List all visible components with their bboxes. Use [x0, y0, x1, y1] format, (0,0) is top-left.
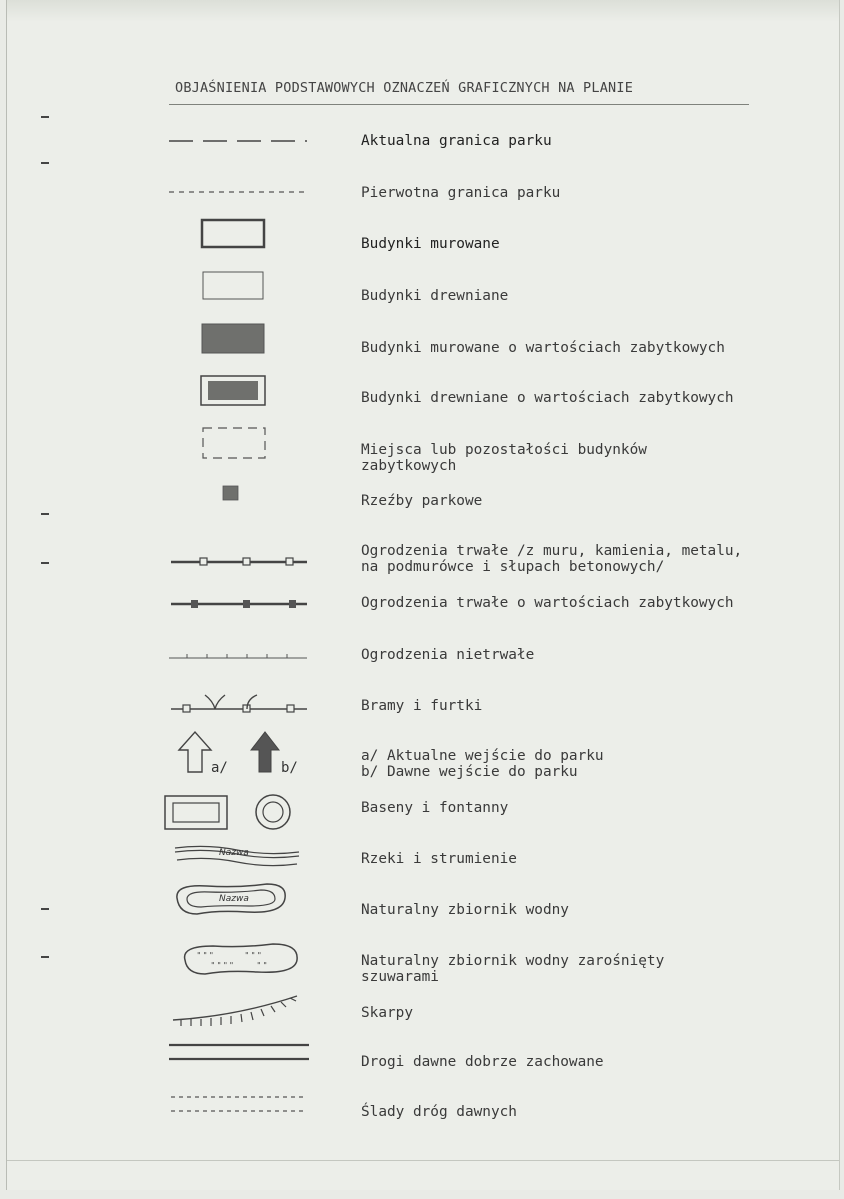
- legend-label: Skarpy: [361, 1005, 413, 1021]
- legend-label: Naturalny zbiornik wodny: [361, 902, 569, 918]
- legend-label: Naturalny zbiornik wodny zarośnięty szuwarami: [361, 953, 665, 985]
- svg-text:" ": " ": [257, 961, 267, 970]
- filled-rectangle-icon: [157, 322, 327, 356]
- margin-mark: [41, 956, 49, 958]
- legend-label: Budynki murowane o wartościach zabytkowych: [361, 340, 725, 356]
- legend-label: Rzeki i strumienie: [361, 851, 517, 867]
- legend-label: Bramy i furtki: [361, 698, 483, 714]
- legend-label: Miejsca lub pozostałości budynków zabytkowych: [361, 442, 647, 474]
- legend-label: Ogrodzenia trwałe /z muru, kamienia, metalu, na podmurówce i słupach betonowych/: [361, 543, 743, 575]
- legend-label: Baseny i fontanny: [361, 800, 509, 816]
- legend-title: OBJAŚNIENIA PODSTAWOWYCH OZNACZEŃ GRAFICZNYCH NA PLANIE: [175, 80, 634, 96]
- legend-label: Drogi dawne dobrze zachowane: [361, 1054, 604, 1070]
- legend-label: Budynki murowane: [361, 236, 500, 252]
- small-square-icon: [157, 484, 327, 502]
- road-traces-icon: [157, 1092, 327, 1116]
- margin-mark: [41, 116, 49, 118]
- dashed-line-icon: [157, 134, 327, 148]
- margin-mark: [41, 162, 49, 164]
- page-edge-line: [7, 1160, 839, 1161]
- thick-rectangle-icon: [157, 218, 327, 252]
- pond-name-label: Nazwa: [219, 894, 249, 904]
- fence-posts-icon: [157, 554, 327, 570]
- reed-pond-icon: [157, 940, 327, 980]
- margin-mark: [41, 562, 49, 564]
- escarpment-icon: [157, 986, 327, 1026]
- svg-text:" " ": " " ": [245, 951, 262, 960]
- title-underline: [169, 104, 749, 105]
- legend-label: Ślady dróg dawnych: [361, 1104, 517, 1120]
- legend-label: Aktualna granica parku: [361, 133, 552, 149]
- margin-mark: [41, 908, 49, 910]
- legend-label: a/ Aktualne wejście do parku b/ Dawne wejście do parku: [361, 748, 604, 780]
- legend-label: Budynki drewniane o wartościach zabytkowych: [361, 390, 734, 406]
- fence-filled-posts-icon: [157, 596, 327, 612]
- document-page: [6, 0, 840, 1190]
- svg-text:" " " ": " " " ": [211, 961, 234, 970]
- legend-label: Budynki drewniane: [361, 288, 509, 304]
- entrance-a-mark: a/: [211, 760, 228, 776]
- dashed-rectangle-icon: [157, 424, 327, 460]
- margin-mark: [41, 513, 49, 515]
- svg-text:" " ": " " ": [197, 951, 214, 960]
- legend-label: Ogrodzenia trwałe o wartościach zabytkowych: [361, 595, 734, 611]
- old-road-icon: [157, 1040, 327, 1064]
- entrance-b-mark: b/: [281, 760, 298, 776]
- dotted-line-icon: [157, 185, 327, 199]
- legend-label: Ogrodzenia nietrwałe: [361, 647, 535, 663]
- gate-icon: [157, 689, 327, 719]
- legend-label: Pierwotna granica parku: [361, 185, 561, 201]
- pool-fountain-icon: [157, 792, 327, 832]
- framed-filled-rectangle-icon: [157, 374, 327, 408]
- river-name-label: Nazwa: [219, 848, 249, 858]
- thin-rectangle-icon: [157, 270, 327, 304]
- legend-label: Rzeźby parkowe: [361, 493, 483, 509]
- fence-temporary-icon: [157, 648, 327, 664]
